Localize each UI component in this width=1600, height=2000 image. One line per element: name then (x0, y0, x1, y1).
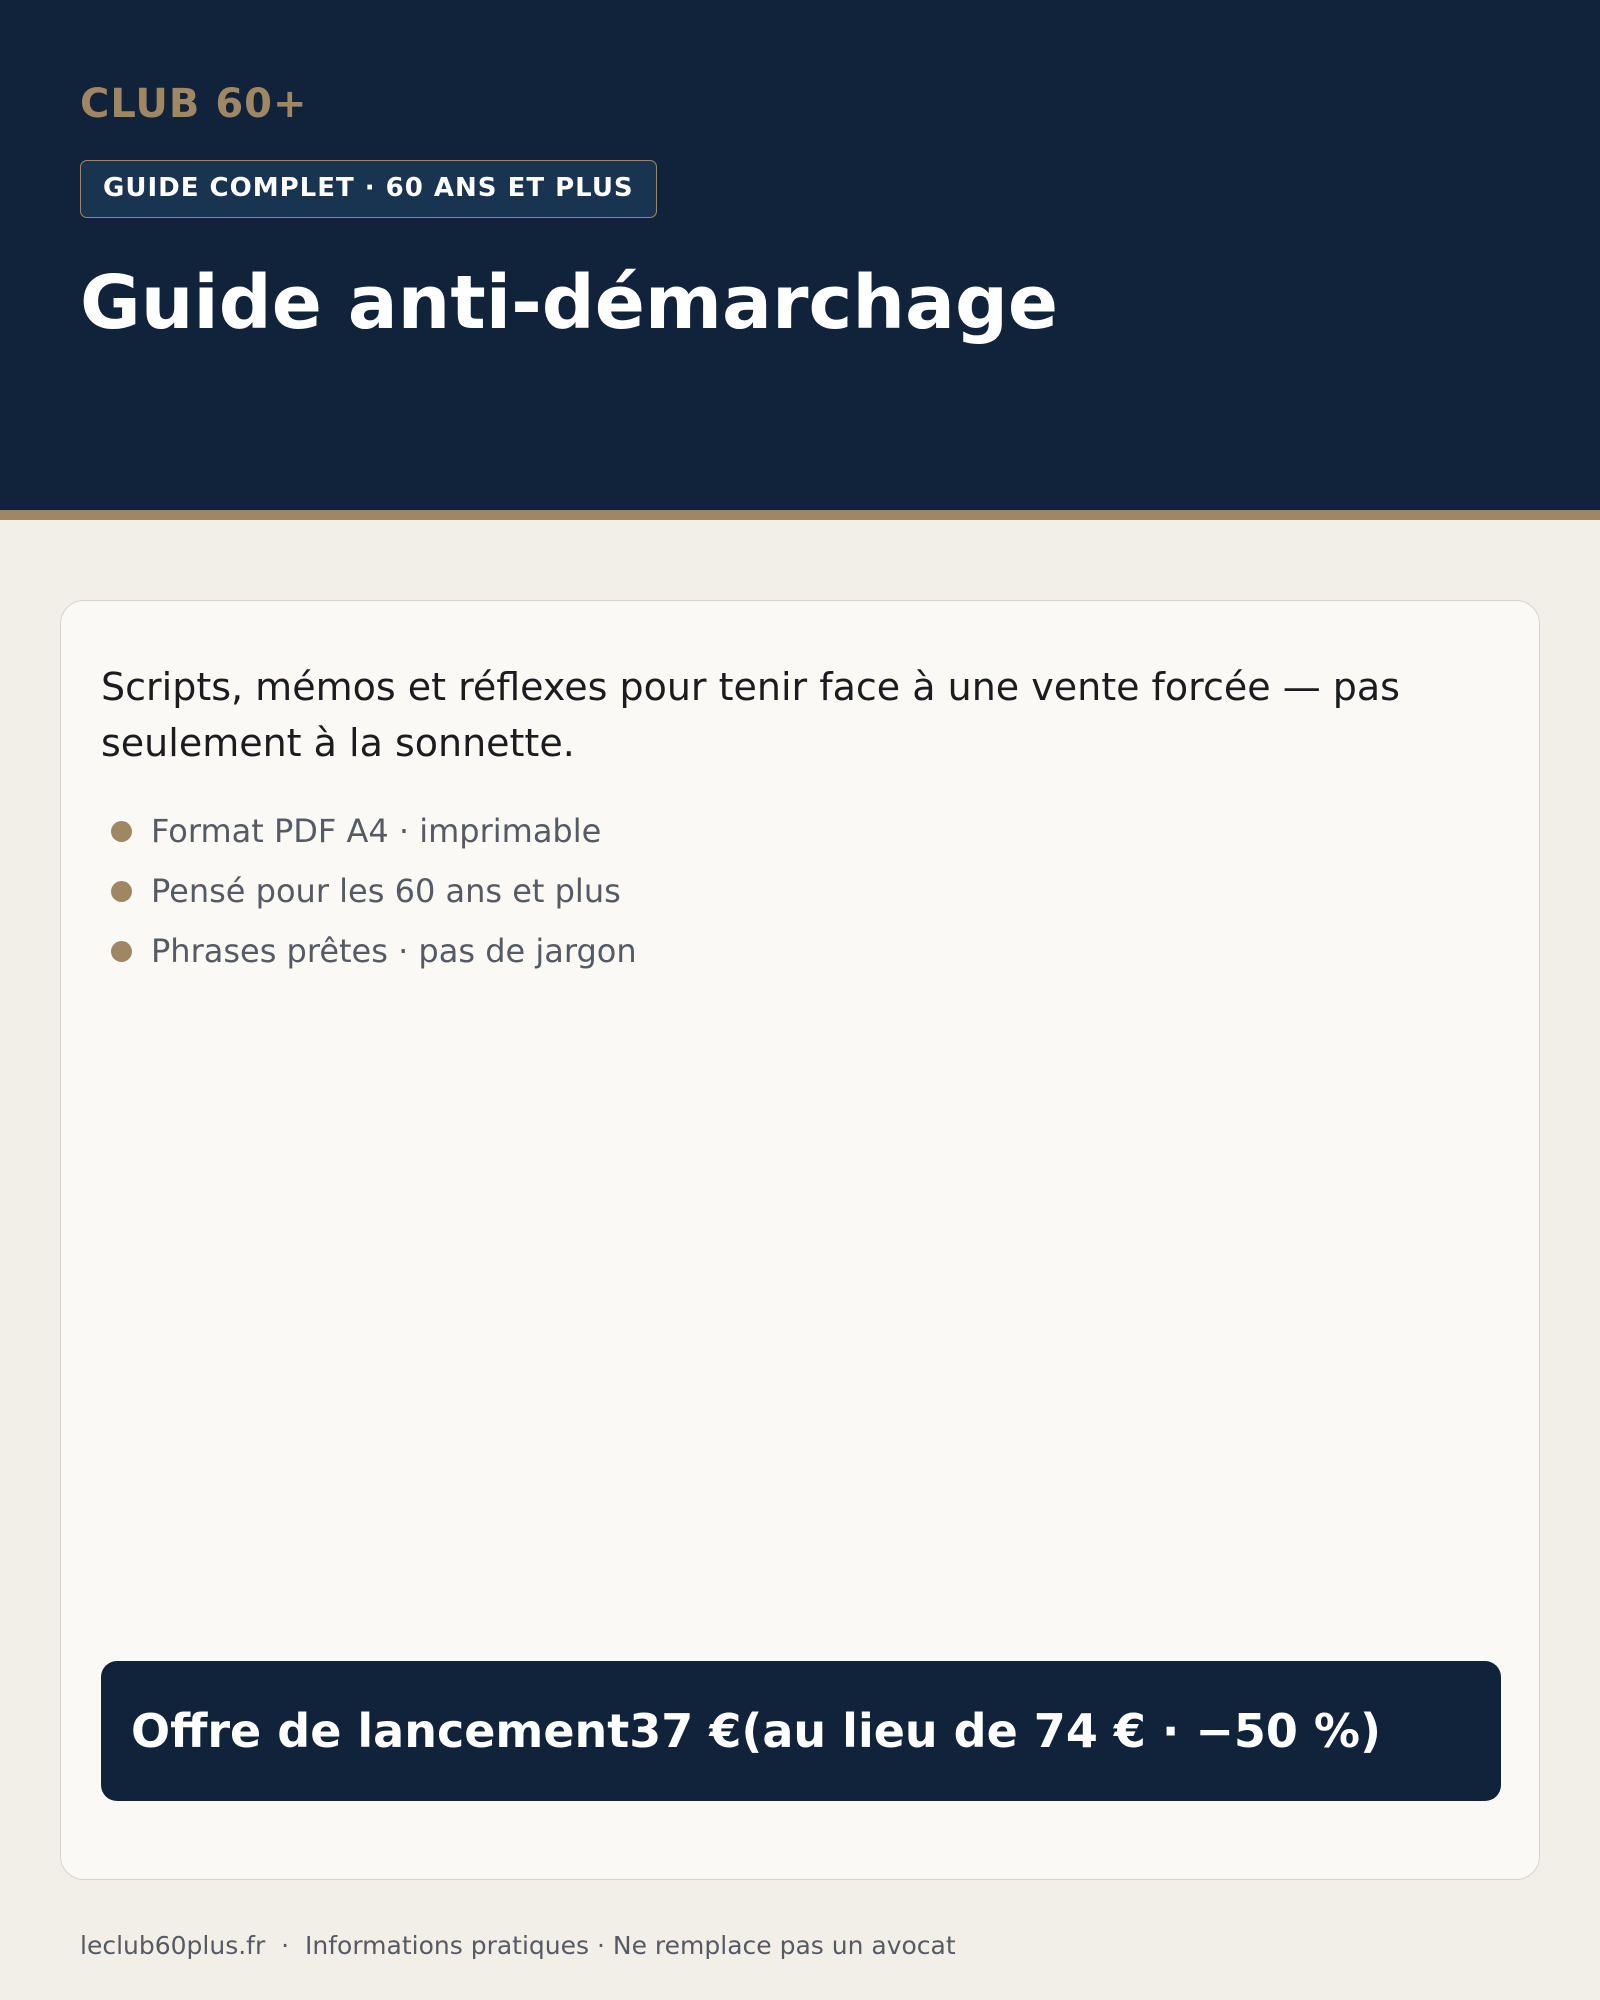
footer-disclaimer: Informations pratiques · Ne remplace pas un avocat (305, 1931, 956, 1960)
feature-label: Pensé pour les 60 ans et plus (151, 872, 621, 910)
bullet-dot-icon (111, 881, 132, 902)
feature-label: Format PDF A4 · imprimable (151, 812, 602, 850)
page-footer (80, 1930, 956, 1962)
product-description: Scripts, mémos et réflexes pour tenir face à une vente forcée — pas seulement à la sonnette. (101, 665, 1400, 765)
offer-label: Offre de lancement (131, 1704, 630, 1758)
feature-item (101, 921, 637, 981)
feature-label: Phrases prêtes · pas de jargon (151, 932, 637, 970)
offer-price: 37 € (629, 1704, 742, 1758)
feature-list (101, 801, 637, 981)
page-title: Guide anti-démarchage (80, 260, 1059, 346)
footer-separator: · (281, 1931, 290, 1960)
bullet-dot-icon (111, 941, 132, 962)
launch-offer-button[interactable] (101, 1661, 1501, 1801)
brand-logo: CLUB 60+ (80, 81, 308, 127)
offer-original-price: (au lieu de 74 € · −50 %) (741, 1704, 1382, 1758)
bullet-dot-icon (111, 821, 132, 842)
feature-item (101, 801, 637, 861)
product-card (60, 600, 1540, 1880)
hero-header (0, 0, 1600, 520)
guide-badge: GUIDE COMPLET · 60 ANS ET PLUS (80, 160, 657, 218)
feature-item (101, 861, 637, 921)
footer-site-link[interactable]: leclub60plus.fr (80, 1931, 266, 1960)
